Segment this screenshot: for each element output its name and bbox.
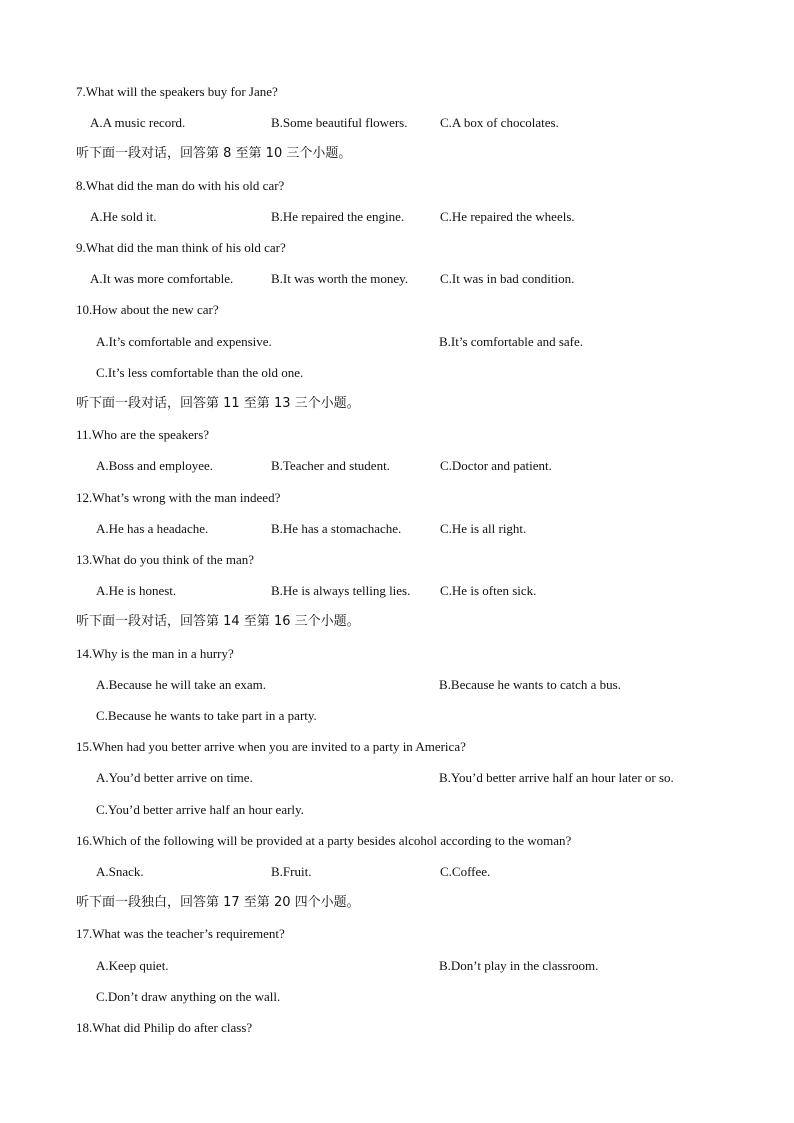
option-c: C.You’d better arrive half an hour early. [96, 802, 304, 817]
option-c: C.He repaired the wheels. [440, 209, 575, 224]
question-text: 13.What do you think of the man? [76, 552, 254, 567]
question-text: 8.What did the man do with his old car? [76, 178, 285, 193]
question-text: 18.What did Philip do after class? [76, 1020, 253, 1035]
option-b: B.It was worth the money. [271, 271, 409, 286]
question-text: 16.Which of the following will be provided at a party besides alcohol according to the woman? [76, 833, 572, 848]
option-b: B.He has a stomachache. [271, 521, 402, 536]
section-instruction: 听下面一段独白，回答第 17 至第 20 四个小题。 [76, 895, 360, 910]
option-a: A.Snack. [96, 864, 144, 879]
option-a: A.Boss and employee. [96, 458, 213, 473]
question-text: 11.Who are the speakers? [76, 427, 210, 442]
option-a: A.It was more comfortable. [90, 271, 234, 286]
option-c: C.It was in bad condition. [440, 271, 575, 286]
option-a: A.He is honest. [96, 583, 177, 598]
option-b: B.Don’t play in the classroom. [439, 958, 599, 973]
section-instruction: 听下面一段对话，回答第 8 至第 10 三个小题。 [76, 146, 352, 161]
question-text: 17.What was the teacher’s requirement? [76, 926, 285, 941]
question-text: 9.What did the man think of his old car? [76, 240, 286, 255]
option-a: A.It’s comfortable and expensive. [96, 334, 272, 349]
option-b: B.Because he wants to catch a bus. [439, 677, 621, 692]
question-text: 15.When had you better arrive when you are invited to a party in America? [76, 739, 466, 754]
option-b: B.Fruit. [271, 864, 312, 879]
option-b: B.Teacher and student. [271, 458, 390, 473]
question-text: 14.Why is the man in a hurry? [76, 646, 234, 661]
option-c: C.He is all right. [440, 521, 527, 536]
option-c: C.He is often sick. [440, 583, 537, 598]
question-text: 12.What’s wrong with the man indeed? [76, 490, 281, 505]
question-text: 7.What will the speakers buy for Jane? [76, 84, 278, 99]
option-b: B.He is always telling lies. [271, 583, 411, 598]
option-c: C.Coffee. [440, 864, 491, 879]
option-a: A.He sold it. [90, 209, 157, 224]
option-b: B.You’d better arrive half an hour later or so. [439, 770, 674, 785]
option-a: A.You’d better arrive on time. [96, 770, 253, 785]
option-a: A.He has a headache. [96, 521, 209, 536]
option-c: C.Doctor and patient. [440, 458, 552, 473]
option-c: C.Don’t draw anything on the wall. [96, 989, 281, 1004]
section-instruction: 听下面一段对话，回答第 14 至第 16 三个小题。 [76, 614, 360, 629]
question-text: 10.How about the new car? [76, 302, 219, 317]
section-instruction: 听下面一段对话，回答第 11 至第 13 三个小题。 [76, 396, 360, 411]
option-b: B.It’s comfortable and safe. [439, 334, 584, 349]
option-a: A.Because he will take an exam. [96, 677, 267, 692]
option-c: C.Because he wants to take part in a party. [96, 708, 317, 723]
option-b: B.He repaired the engine. [271, 209, 405, 224]
option-a: A.Keep quiet. [96, 958, 169, 973]
option-a: A.A music record. [90, 115, 186, 130]
option-c: C.A box of chocolates. [440, 115, 559, 130]
option-c: C.It’s less comfortable than the old one. [96, 365, 304, 380]
option-b: B.Some beautiful flowers. [271, 115, 408, 130]
